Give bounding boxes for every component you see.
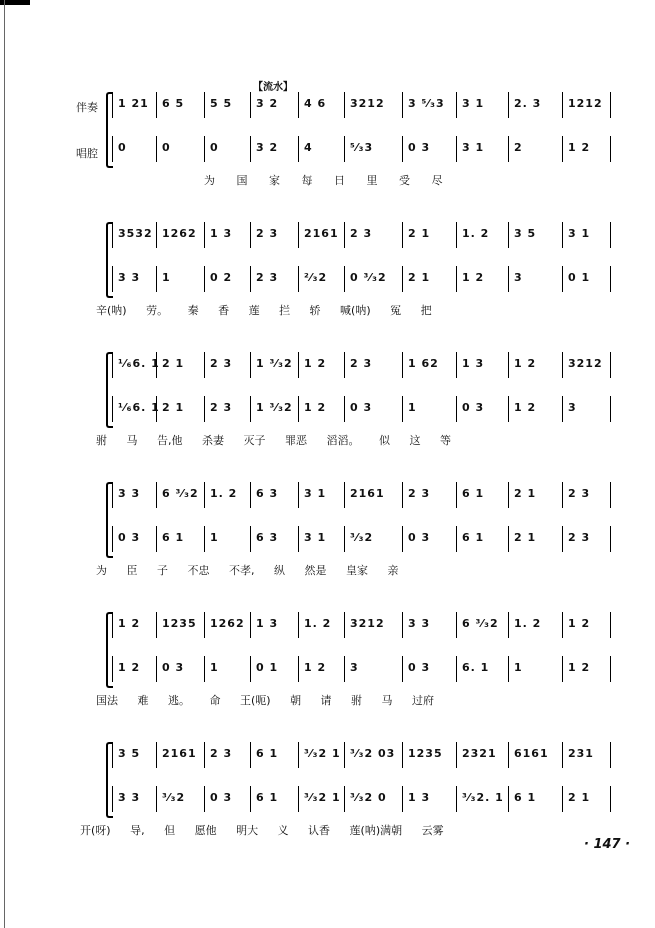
measure-notes: ³⁄₃2 0 bbox=[350, 791, 387, 804]
measure-notes: 2 1 bbox=[408, 227, 431, 240]
measure-notes: ¹⁄₆6. 1 bbox=[118, 357, 160, 370]
measure-notes: 0 3 bbox=[408, 661, 431, 674]
barline bbox=[402, 222, 403, 248]
measure-notes: ³⁄₃2 1 bbox=[304, 791, 341, 804]
lyrics-line: 为 臣 子 不忠 不孝, 纵 然是 皇家 亲 bbox=[96, 564, 399, 577]
barline bbox=[508, 482, 509, 508]
barline bbox=[508, 526, 509, 552]
measure-notes: 0 1 bbox=[568, 271, 591, 284]
measure-notes: 6 ³⁄₃2 bbox=[462, 617, 499, 630]
measure-notes: 2 1 bbox=[162, 357, 185, 370]
measure-notes: 2 1 bbox=[162, 401, 185, 414]
measure-notes: 1 3 bbox=[408, 791, 431, 804]
measure-notes: 1 bbox=[210, 661, 219, 674]
barline bbox=[456, 222, 457, 248]
barline bbox=[610, 482, 611, 508]
barline bbox=[402, 352, 403, 378]
barline bbox=[112, 266, 113, 292]
barline bbox=[112, 612, 113, 638]
measure-notes: 3 1 bbox=[304, 487, 327, 500]
measure-notes: 2 3 bbox=[256, 271, 279, 284]
barline bbox=[344, 656, 345, 682]
barline bbox=[344, 136, 345, 162]
measure-notes: ²⁄₃2 bbox=[304, 271, 328, 284]
barline bbox=[298, 136, 299, 162]
barline bbox=[156, 612, 157, 638]
measure-notes: 1. 2 bbox=[462, 227, 490, 240]
measure-notes: 3 2 bbox=[256, 141, 279, 154]
barline bbox=[508, 656, 509, 682]
barline bbox=[250, 266, 251, 292]
measure-notes: 3 3 bbox=[118, 271, 141, 284]
barline bbox=[112, 136, 113, 162]
measure-notes: 6 1 bbox=[256, 747, 279, 760]
measure-notes: 2321 bbox=[462, 747, 497, 760]
vocal-label: 唱腔 bbox=[76, 147, 98, 160]
barline bbox=[610, 266, 611, 292]
measure-notes: 6161 bbox=[514, 747, 549, 760]
barline bbox=[298, 266, 299, 292]
barline bbox=[250, 786, 251, 812]
barline bbox=[344, 742, 345, 768]
barline bbox=[610, 136, 611, 162]
measure-notes: 1262 bbox=[210, 617, 245, 630]
measure-notes: 0 1 bbox=[256, 661, 279, 674]
measure-notes: 3 2 bbox=[256, 97, 279, 110]
barline bbox=[610, 656, 611, 682]
measure-notes: ³⁄₃2 bbox=[350, 531, 374, 544]
barline bbox=[562, 742, 563, 768]
measure-notes: 6 3 bbox=[256, 531, 279, 544]
measure-notes: 6 ³⁄₃2 bbox=[162, 487, 199, 500]
barline bbox=[402, 612, 403, 638]
barline bbox=[344, 612, 345, 638]
measure-notes: 6 5 bbox=[162, 97, 185, 110]
measure-notes: 1 bbox=[514, 661, 523, 674]
measure-notes: 1 2 bbox=[514, 401, 537, 414]
measure-notes: 3 bbox=[514, 271, 523, 284]
accompaniment-row bbox=[112, 352, 612, 378]
barline bbox=[456, 482, 457, 508]
measure-notes: 0 3 bbox=[162, 661, 185, 674]
measure-notes: 2 3 bbox=[568, 487, 591, 500]
measure-notes: 2161 bbox=[304, 227, 339, 240]
measure-notes: 1. 2 bbox=[304, 617, 332, 630]
measure-notes: 3 1 bbox=[568, 227, 591, 240]
measure-notes: 1 bbox=[162, 271, 171, 284]
measure-notes: 0 3 bbox=[408, 141, 431, 154]
barline bbox=[204, 266, 205, 292]
barline bbox=[204, 742, 205, 768]
barline bbox=[250, 222, 251, 248]
barline bbox=[156, 92, 157, 118]
measure-notes: 1 3 bbox=[462, 357, 485, 370]
barline bbox=[402, 136, 403, 162]
measure-notes: 3 5 bbox=[514, 227, 537, 240]
measure-notes: 0 3 bbox=[350, 401, 373, 414]
barline bbox=[508, 742, 509, 768]
measure-notes: 2161 bbox=[350, 487, 385, 500]
measure-notes: ³⁄₃2 bbox=[162, 791, 186, 804]
barline bbox=[112, 786, 113, 812]
measure-notes: 1 2 bbox=[118, 617, 141, 630]
barline bbox=[344, 482, 345, 508]
measure-notes: 4 6 bbox=[304, 97, 327, 110]
barline bbox=[456, 656, 457, 682]
measure-notes: 1 2 bbox=[304, 401, 327, 414]
measure-notes: 3 1 bbox=[462, 141, 485, 154]
measure-notes: 3212 bbox=[568, 357, 603, 370]
lyrics-line: 为 国 家 每 日 里 受 尽 bbox=[204, 174, 443, 187]
measure-notes: ¹⁄₆6. 1 bbox=[118, 401, 160, 414]
barline bbox=[204, 396, 205, 422]
barline bbox=[204, 136, 205, 162]
measure-notes: ³⁄₃2. 1 bbox=[462, 791, 504, 804]
barline bbox=[344, 352, 345, 378]
measure-notes: 2161 bbox=[162, 747, 197, 760]
measure-notes: 6 1 bbox=[462, 487, 485, 500]
measure-notes: 6. 1 bbox=[462, 661, 490, 674]
measure-notes: 0 3 bbox=[210, 791, 233, 804]
barline bbox=[610, 222, 611, 248]
measure-notes: 0 bbox=[210, 141, 219, 154]
measure-notes: 2 3 bbox=[408, 487, 431, 500]
measure-notes: 2. 3 bbox=[514, 97, 542, 110]
measure-notes: 4 bbox=[304, 141, 313, 154]
measure-notes: 3 1 bbox=[304, 531, 327, 544]
barline bbox=[156, 526, 157, 552]
barline bbox=[610, 396, 611, 422]
measure-notes: 2 1 bbox=[408, 271, 431, 284]
barline bbox=[112, 742, 113, 768]
barline bbox=[344, 266, 345, 292]
measure-notes: 3 ⁵⁄₃3 bbox=[408, 97, 445, 110]
barline bbox=[508, 612, 509, 638]
barline bbox=[456, 742, 457, 768]
accompaniment-label: 伴奏 bbox=[76, 101, 98, 114]
measure-notes: 3212 bbox=[350, 97, 385, 110]
barline bbox=[250, 92, 251, 118]
barline bbox=[456, 92, 457, 118]
measure-notes: 3 bbox=[350, 661, 359, 674]
barline bbox=[112, 352, 113, 378]
vocal-row bbox=[112, 526, 612, 552]
barline bbox=[562, 396, 563, 422]
barline bbox=[402, 396, 403, 422]
measure-notes: 3532 bbox=[118, 227, 153, 240]
measure-notes: 1 21 bbox=[118, 97, 149, 110]
barline bbox=[298, 742, 299, 768]
measure-notes: 1212 bbox=[568, 97, 603, 110]
measure-notes: 3 bbox=[568, 401, 577, 414]
barline bbox=[250, 742, 251, 768]
measure-notes: 1 2 bbox=[568, 617, 591, 630]
barline bbox=[156, 266, 157, 292]
tempo-mark: 【流水】 bbox=[253, 82, 293, 93]
measure-notes: 2 3 bbox=[256, 227, 279, 240]
barline bbox=[344, 222, 345, 248]
barline bbox=[298, 482, 299, 508]
barline bbox=[456, 396, 457, 422]
barline bbox=[610, 742, 611, 768]
barline bbox=[112, 396, 113, 422]
barline bbox=[402, 786, 403, 812]
barline bbox=[204, 612, 205, 638]
measure-notes: 2 3 bbox=[350, 227, 373, 240]
barline bbox=[402, 482, 403, 508]
lyrics-line: 开(呀) 导, 但 愿他 明大 义 认香 莲(呐)满朝 云雾 bbox=[80, 824, 444, 837]
measure-notes: 1262 bbox=[162, 227, 197, 240]
measure-notes: 2 3 bbox=[210, 357, 233, 370]
barline bbox=[610, 612, 611, 638]
measure-notes: 6 3 bbox=[256, 487, 279, 500]
barline bbox=[610, 352, 611, 378]
barline bbox=[204, 526, 205, 552]
barline bbox=[508, 352, 509, 378]
measure-notes: ³⁄₃2 03 bbox=[350, 747, 396, 760]
barline bbox=[402, 742, 403, 768]
barline bbox=[298, 222, 299, 248]
barline bbox=[508, 136, 509, 162]
vocal-row bbox=[112, 396, 612, 422]
vocal-row bbox=[112, 786, 612, 812]
barline bbox=[298, 92, 299, 118]
measure-notes: 1. 2 bbox=[514, 617, 542, 630]
barline bbox=[204, 482, 205, 508]
barline bbox=[402, 266, 403, 292]
measure-notes: 0 3 bbox=[462, 401, 485, 414]
barline bbox=[508, 396, 509, 422]
barline bbox=[562, 786, 563, 812]
barline bbox=[562, 612, 563, 638]
measure-notes: 1. 2 bbox=[210, 487, 238, 500]
barline bbox=[562, 92, 563, 118]
barline bbox=[562, 482, 563, 508]
vocal-row bbox=[112, 136, 612, 162]
measure-notes: 2 3 bbox=[350, 357, 373, 370]
measure-notes: 1 2 bbox=[514, 357, 537, 370]
measure-notes: 1235 bbox=[408, 747, 443, 760]
barline bbox=[562, 266, 563, 292]
measure-notes: 1 2 bbox=[304, 357, 327, 370]
barline bbox=[508, 786, 509, 812]
accompaniment-row bbox=[112, 482, 612, 508]
barline bbox=[298, 786, 299, 812]
measure-notes: 1 2 bbox=[118, 661, 141, 674]
barline bbox=[204, 786, 205, 812]
accompaniment-row bbox=[112, 742, 612, 768]
barline bbox=[250, 526, 251, 552]
barline bbox=[156, 742, 157, 768]
barline bbox=[204, 656, 205, 682]
measure-notes: 2 1 bbox=[568, 791, 591, 804]
barline bbox=[508, 92, 509, 118]
measure-notes: 6 1 bbox=[514, 791, 537, 804]
measure-notes: 3 3 bbox=[118, 487, 141, 500]
measure-notes: 0 2 bbox=[210, 271, 233, 284]
measure-notes: 1235 bbox=[162, 617, 197, 630]
barline bbox=[344, 396, 345, 422]
measure-notes: 0 bbox=[162, 141, 171, 154]
measure-notes: 2 bbox=[514, 141, 523, 154]
measure-notes: 2 3 bbox=[210, 747, 233, 760]
barline bbox=[204, 222, 205, 248]
measure-notes: 5 5 bbox=[210, 97, 233, 110]
barline bbox=[112, 482, 113, 508]
barline bbox=[456, 266, 457, 292]
measure-notes: 1 2 bbox=[568, 661, 591, 674]
barline bbox=[250, 482, 251, 508]
barline bbox=[456, 352, 457, 378]
page-number: · 147 · bbox=[584, 837, 631, 852]
barline bbox=[250, 352, 251, 378]
barline bbox=[250, 656, 251, 682]
barline bbox=[344, 786, 345, 812]
barline bbox=[156, 222, 157, 248]
barline bbox=[298, 352, 299, 378]
measure-notes: 6 1 bbox=[256, 791, 279, 804]
barline bbox=[562, 656, 563, 682]
barline bbox=[508, 266, 509, 292]
measure-notes: ³⁄₃2 1 bbox=[304, 747, 341, 760]
barline bbox=[344, 526, 345, 552]
measure-notes: 2 3 bbox=[210, 401, 233, 414]
lyrics-line: 驸 马 告,他 杀妻 灭子 罪恶 滔滔。 似 这 等 bbox=[96, 434, 451, 447]
accompaniment-row bbox=[112, 92, 612, 118]
measure-notes: 3 3 bbox=[408, 617, 431, 630]
barline bbox=[298, 612, 299, 638]
barline bbox=[112, 526, 113, 552]
measure-notes: 1 3 bbox=[256, 617, 279, 630]
measure-notes: 1 2 bbox=[462, 271, 485, 284]
measure-notes: 6 1 bbox=[162, 531, 185, 544]
barline bbox=[112, 222, 113, 248]
barline bbox=[298, 656, 299, 682]
barline bbox=[156, 482, 157, 508]
measure-notes: 0 bbox=[118, 141, 127, 154]
barline bbox=[402, 656, 403, 682]
measure-notes: 6 1 bbox=[462, 531, 485, 544]
barline bbox=[250, 612, 251, 638]
measure-notes: 2 3 bbox=[568, 531, 591, 544]
barline bbox=[562, 352, 563, 378]
measure-notes: 1 ³⁄₃2 bbox=[256, 401, 293, 414]
measure-notes: 3 3 bbox=[118, 791, 141, 804]
measure-notes: 0 ³⁄₃2 bbox=[350, 271, 387, 284]
measure-notes: 3 1 bbox=[462, 97, 485, 110]
measure-notes: 1 62 bbox=[408, 357, 439, 370]
barline bbox=[156, 786, 157, 812]
barline bbox=[250, 396, 251, 422]
measure-notes: 3 5 bbox=[118, 747, 141, 760]
measure-notes: 2 1 bbox=[514, 531, 537, 544]
barline bbox=[456, 786, 457, 812]
barline bbox=[402, 92, 403, 118]
measure-notes: 1 3 bbox=[210, 227, 233, 240]
barline bbox=[508, 222, 509, 248]
barline bbox=[298, 396, 299, 422]
vocal-row bbox=[112, 266, 612, 292]
barline bbox=[156, 656, 157, 682]
barline bbox=[298, 526, 299, 552]
measure-notes: 231 bbox=[568, 747, 594, 760]
accompaniment-row bbox=[112, 222, 612, 248]
barline bbox=[456, 612, 457, 638]
barline bbox=[402, 526, 403, 552]
barline bbox=[562, 222, 563, 248]
barline bbox=[112, 656, 113, 682]
lyrics-line: 辛(呐) 劳。 秦 香 莲 拦 轿 喊(呐) 冤 把 bbox=[96, 304, 432, 317]
accompaniment-row bbox=[112, 612, 612, 638]
barline bbox=[250, 136, 251, 162]
measure-notes: 1 2 bbox=[304, 661, 327, 674]
measure-notes: ⁵⁄₃3 bbox=[350, 141, 374, 154]
measure-notes: 0 3 bbox=[118, 531, 141, 544]
measure-notes: 3212 bbox=[350, 617, 385, 630]
barline bbox=[610, 786, 611, 812]
barline bbox=[610, 92, 611, 118]
barline bbox=[610, 526, 611, 552]
vocal-row bbox=[112, 656, 612, 682]
barline bbox=[156, 136, 157, 162]
barline bbox=[204, 92, 205, 118]
measure-notes: 1 bbox=[210, 531, 219, 544]
barline bbox=[562, 526, 563, 552]
measure-notes: 1 ³⁄₃2 bbox=[256, 357, 293, 370]
barline bbox=[562, 136, 563, 162]
measure-notes: 1 2 bbox=[568, 141, 591, 154]
lyrics-line: 国法 难 逃。 命 王(呃) 朝 请 驸 马 过府 bbox=[96, 694, 435, 707]
barline bbox=[456, 526, 457, 552]
measure-notes: 2 1 bbox=[514, 487, 537, 500]
measure-notes: 0 3 bbox=[408, 531, 431, 544]
page-edge-line bbox=[4, 0, 5, 928]
barline bbox=[204, 352, 205, 378]
measure-notes: 1 bbox=[408, 401, 417, 414]
barline bbox=[456, 136, 457, 162]
barline bbox=[112, 92, 113, 118]
barline bbox=[344, 92, 345, 118]
